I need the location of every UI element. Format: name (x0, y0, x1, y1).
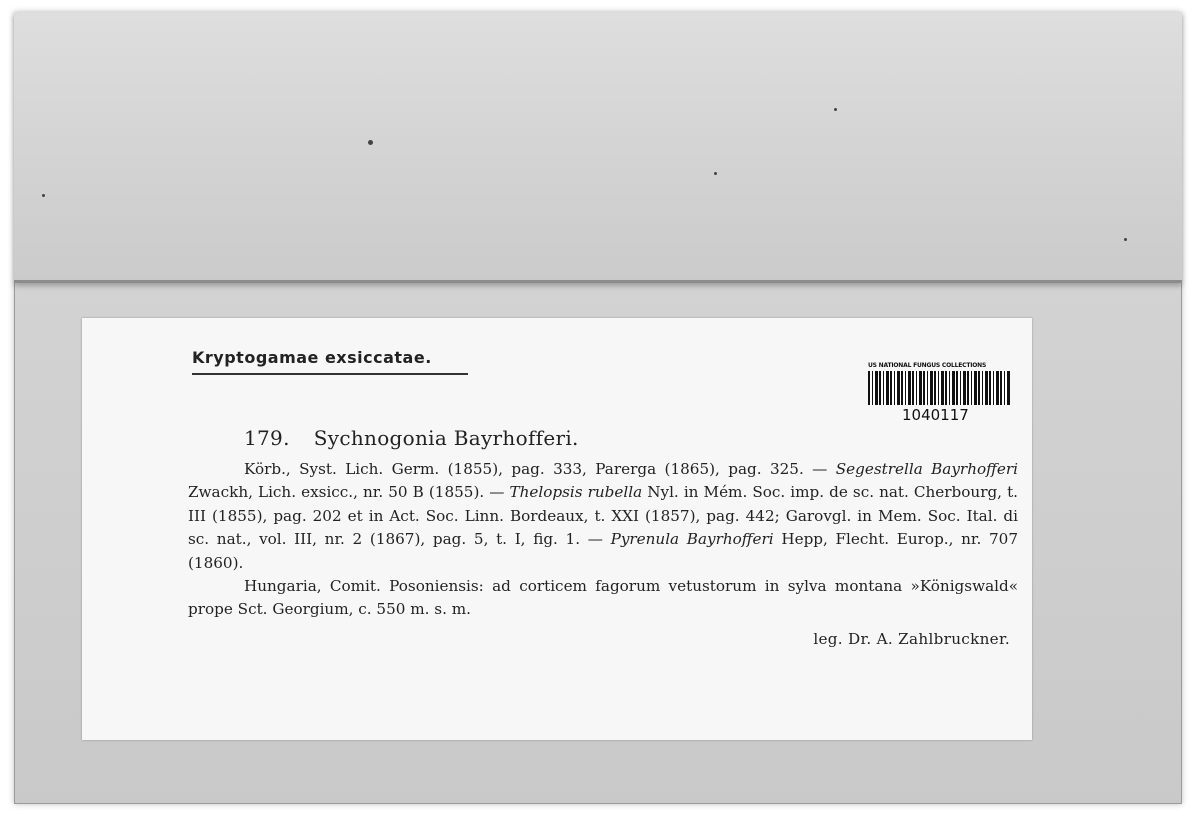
label-entry (188, 426, 1018, 648)
speck (834, 108, 837, 111)
speck (1124, 238, 1127, 241)
speck (714, 172, 717, 175)
taxon-synonym: Pyrenula Bayrhofferi (610, 530, 774, 549)
specimen-label (82, 318, 1032, 740)
series-title: Kryptogamae exsiccatae. (192, 348, 468, 375)
barcode-number: 1040117 (902, 406, 969, 424)
reference-text: Körb., Syst. Lich. Germ. (1855), pag. 333, Parerga (1865), pag. 325. — (244, 460, 836, 478)
reference-text: Zwackh, Lich. exsicc., nr. 50 B (1855). — (188, 483, 510, 502)
speck (42, 194, 45, 197)
taxon-name: Sychnogonia Bayrhofferi. (313, 426, 579, 450)
taxon-synonym: Thelopsis rubella (509, 483, 643, 502)
barcode-caption: US NATIONAL FUNGUS COLLECTIONS (868, 362, 987, 369)
reference-text: Hepp, Flecht. Europ., nr. 707 (1860). (188, 530, 1018, 572)
synonymy-references (188, 458, 1018, 575)
barcode-icon (868, 371, 1010, 405)
entry-number: 179. (244, 426, 290, 450)
entry-title (244, 426, 1018, 450)
locality: Hungaria, Comit. Posoniensis: ad corticem fagorum vetustorum in sylva montana »Königswald« prope Sct. Georgium, c. 550 m. s. m. (188, 577, 1018, 619)
packet-flap (14, 12, 1182, 283)
barcode-sticker (868, 362, 1010, 424)
speck (368, 140, 373, 145)
taxon-synonym: Segestrella Bayrhofferi (835, 460, 1018, 478)
collector: leg. Dr. A. Zahlbruckner. (813, 629, 1010, 648)
reference-text: Nyl. in Mém. Soc. imp. de sc. nat. Cherbourg, t. III (1855), pag. 202 et in Act. Soc. Linn. Bordeaux, t. XXI (1857), pag. 442; Garovgl. in Mem. Soc. Ital. di sc. nat., vol. III, nr. 2 (1867), pag. 5, t. I, fig. 1. — (188, 483, 1018, 549)
